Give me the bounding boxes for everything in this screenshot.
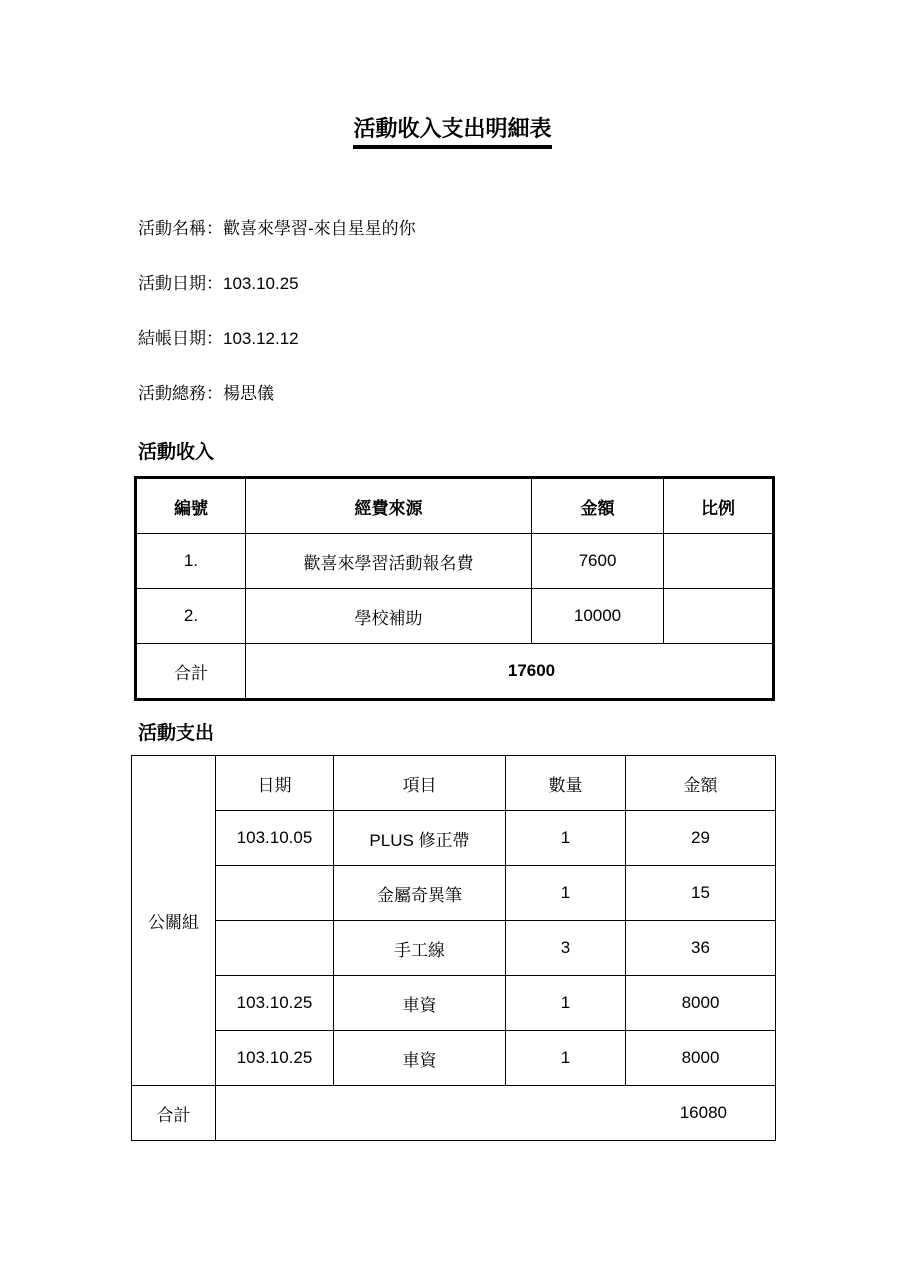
total-value: 16080 [216,1086,776,1141]
info-activity-name: 活動名稱：歡喜來學習-來自星星的你 [138,219,416,238]
header-amount: 金額 [532,478,664,534]
cell-date [216,921,334,976]
table-header-row [136,478,774,534]
header-item: 項目 [334,756,506,811]
cell-qty: 1 [506,866,626,921]
cell-date: 103.10.25 [216,976,334,1031]
cell-amount: 15 [626,866,776,921]
cell-no: 1. [136,534,246,589]
header-source: 經費來源 [246,478,532,534]
cell-qty: 1 [506,1031,626,1086]
cell-source: 歡喜來學習活動報名費 [246,534,532,589]
expense-table [131,755,776,1141]
table-header-row [132,756,776,811]
info-activity-date: 活動日期：103.10.25 [138,274,299,293]
table-row [136,589,774,644]
cell-qty: 1 [506,976,626,1031]
total-row [136,644,774,700]
header-amount: 金額 [626,756,776,811]
table-row [132,921,776,976]
header-date: 日期 [216,756,334,811]
cell-ratio [664,534,774,589]
cell-amount: 10000 [532,589,664,644]
cell-item: 金屬奇異筆 [334,866,506,921]
total-label: 合計 [132,1086,216,1141]
info-settlement-date: 結帳日期：103.12.12 [138,329,299,348]
table-row [132,866,776,921]
cell-item: PLUS 修正帶 [334,811,506,866]
cell-item: 車資 [334,1031,506,1086]
cell-item: 車資 [334,976,506,1031]
cell-date: 103.10.05 [216,811,334,866]
table-row [132,976,776,1031]
total-value: 17600 [246,644,774,700]
header-no: 編號 [136,478,246,534]
cell-date: 103.10.25 [216,1031,334,1086]
expense-heading: 活動支出 [138,723,215,744]
cell-amount: 36 [626,921,776,976]
cell-ratio [664,589,774,644]
header-qty: 數量 [506,756,626,811]
table-row [132,811,776,866]
total-row [132,1086,776,1141]
income-heading: 活動收入 [138,442,215,463]
cell-amount: 8000 [626,1031,776,1086]
income-table [134,476,775,701]
cell-qty: 1 [506,811,626,866]
table-row [136,534,774,589]
header-ratio: 比例 [664,478,774,534]
cell-amount: 8000 [626,976,776,1031]
cell-qty: 3 [506,921,626,976]
page-title: 活動收入支出明細表 [0,114,905,149]
table-row [132,1031,776,1086]
info-treasurer: 活動總務：楊思儀 [138,384,274,403]
group-label: 公關組 [132,756,216,1086]
cell-amount: 29 [626,811,776,866]
cell-date [216,866,334,921]
cell-item: 手工線 [334,921,506,976]
cell-amount: 7600 [532,534,664,589]
cell-source: 學校補助 [246,589,532,644]
total-label: 合計 [136,644,246,700]
cell-no: 2. [136,589,246,644]
